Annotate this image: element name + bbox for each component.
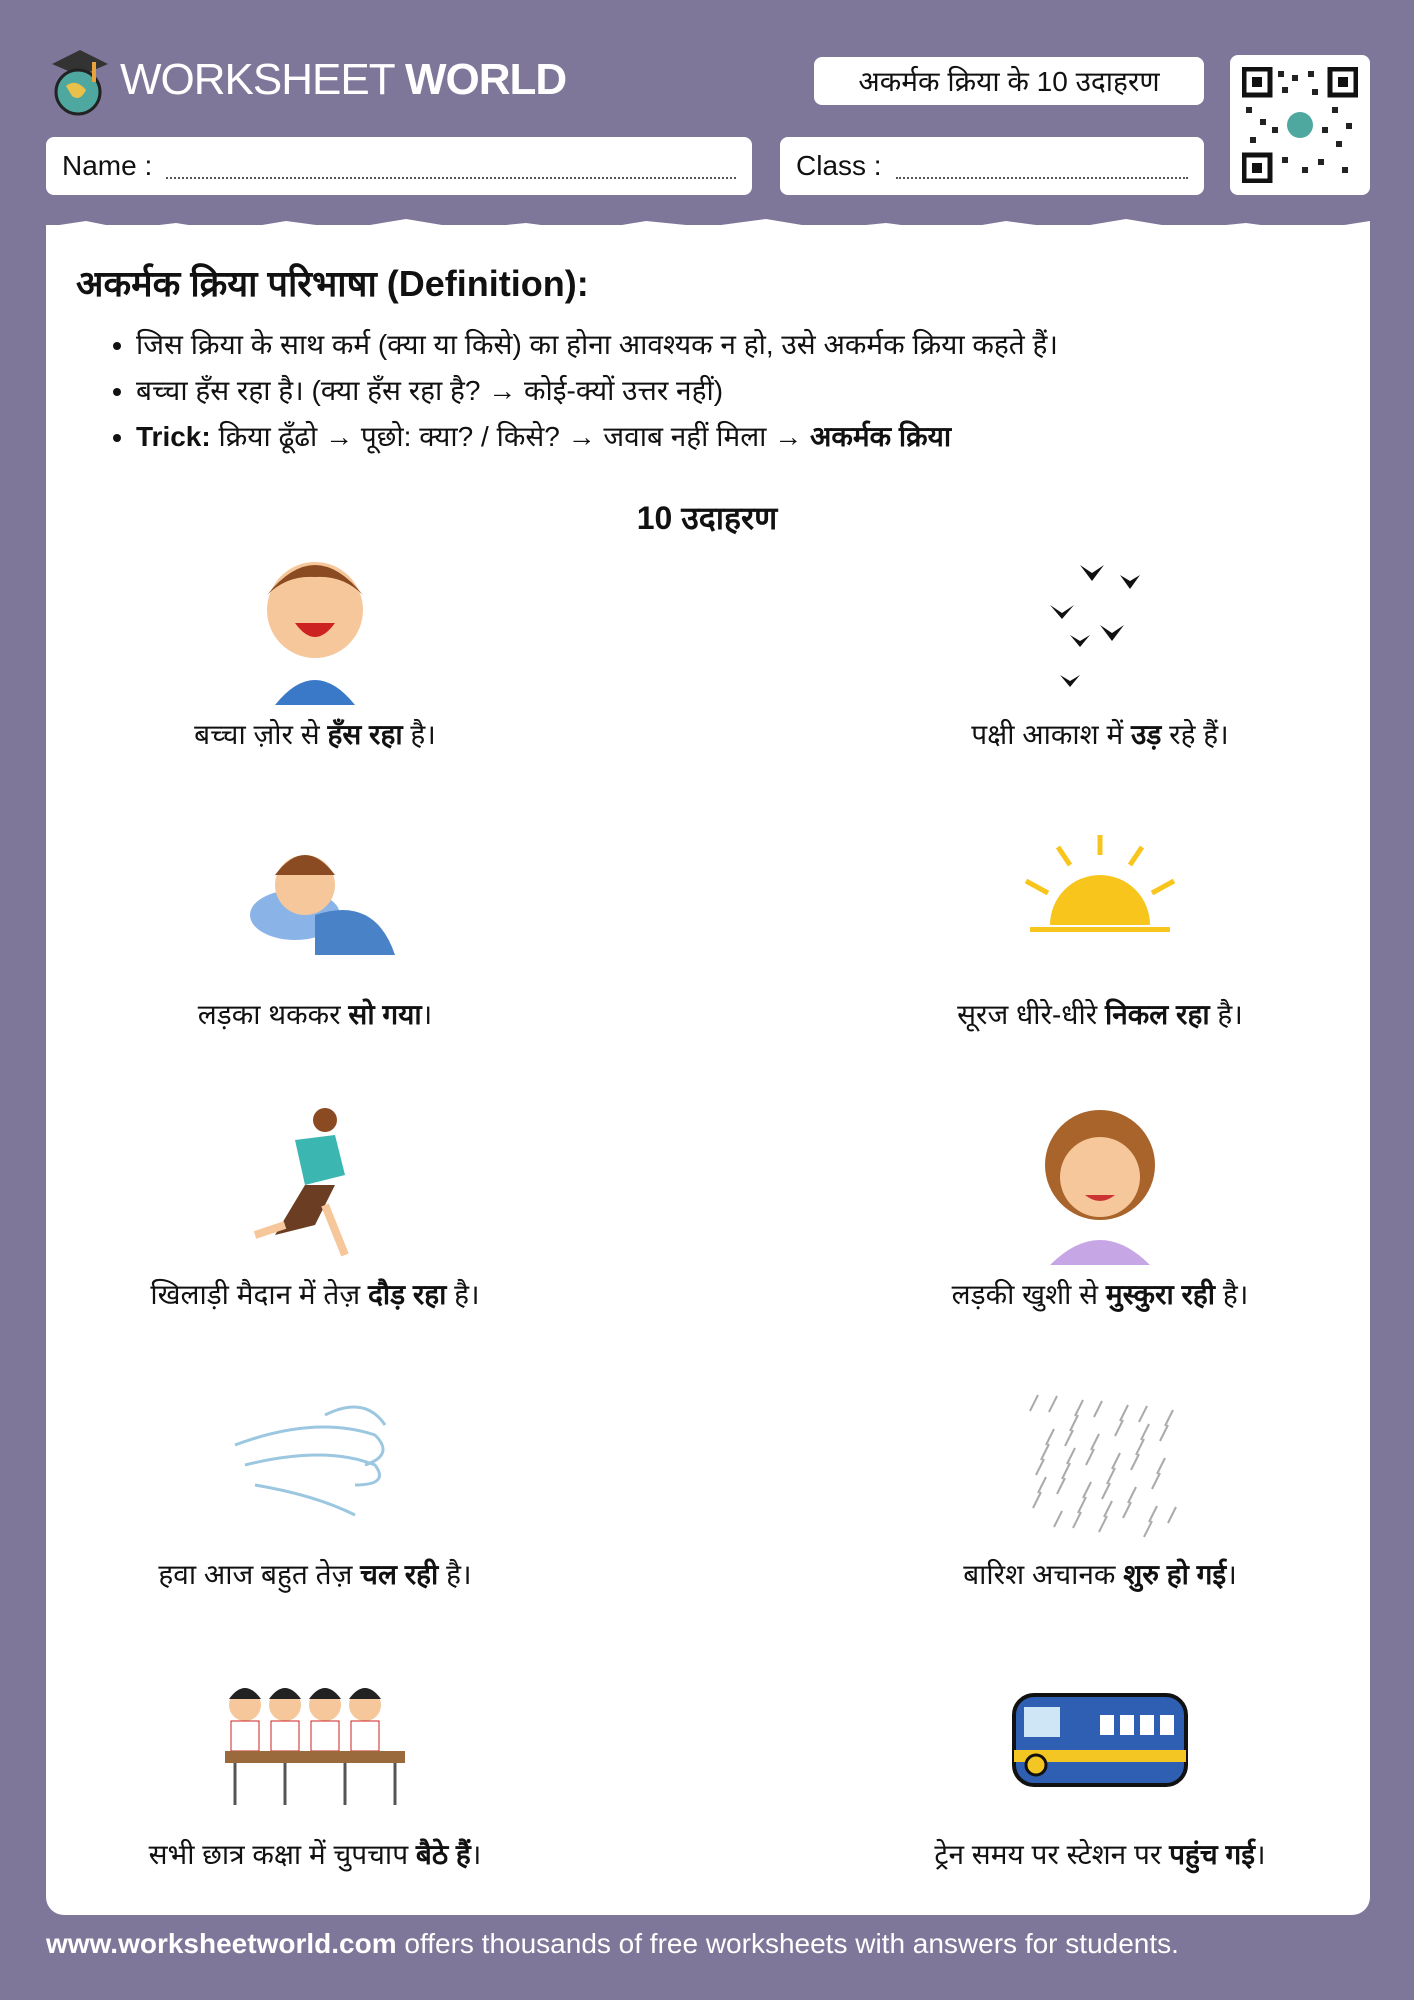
qr-code-icon xyxy=(1242,67,1358,183)
example-item xyxy=(15,1095,615,1313)
brand-name: WORKSHEET WORLD xyxy=(120,55,567,104)
class-label: Class : xyxy=(796,150,882,181)
definition-heading: अकर्मक क्रिया परिभाषा (Definition): xyxy=(76,263,589,304)
example-item xyxy=(800,815,1400,1033)
class-field[interactable] xyxy=(780,137,1204,195)
example-sentence: सूरज धीरे-धीरे निकल रहा है। xyxy=(957,999,1243,1030)
example-item xyxy=(800,535,1400,753)
example-item xyxy=(15,1655,615,1873)
laughing-boy-icon xyxy=(225,535,405,705)
example-item xyxy=(15,535,615,753)
smiling-girl-icon xyxy=(1010,1095,1190,1265)
example-item xyxy=(15,1375,615,1593)
example-item xyxy=(800,1375,1400,1593)
example-bullet: • बच्चा हँस रहा है। (क्या हँस रहा है? → कोई-क्यों उत्तर नहीं) xyxy=(136,368,1058,414)
example-item xyxy=(15,815,615,1033)
flying-birds-icon xyxy=(1010,535,1190,705)
example-item xyxy=(800,1095,1400,1313)
definition-bullet: • जिस क्रिया के साथ कर्म (क्या या किसे) का होना आवश्यक न हो, उसे अकर्मक क्रिया कहते हैं। xyxy=(136,322,1058,368)
worksheet-title: अकर्मक क्रिया के 10 उदाहरण xyxy=(814,57,1204,105)
rain-icon xyxy=(1010,1375,1190,1545)
rising-sun-icon xyxy=(1010,815,1190,985)
train-icon xyxy=(1010,1655,1190,1825)
example-sentence: बच्चा ज़ोर से हँस रहा है। xyxy=(194,719,436,750)
example-sentence: खिलाड़ी मैदान में तेज़ दौड़ रहा है। xyxy=(150,1279,480,1310)
example-sentence: ट्रेन समय पर स्टेशन पर पहुंच गई। xyxy=(934,1839,1266,1870)
brand-logo xyxy=(46,42,566,118)
sleeping-boy-icon xyxy=(225,815,405,985)
example-sentence: पक्षी आकाश में उड़ रहे हैं। xyxy=(971,719,1229,750)
students-at-desks-icon xyxy=(225,1655,405,1825)
class-input-line[interactable] xyxy=(896,153,1188,179)
name-field[interactable] xyxy=(46,137,752,195)
example-sentence: हवा आज बहुत तेज़ चल रही है। xyxy=(158,1559,472,1590)
footer-text: www.worksheetworld.com offers thousands of free worksheets with answers for students. xyxy=(46,1928,1179,1959)
example-sentence: सभी छात्र कक्षा में चुपचाप बैठे हैं। xyxy=(148,1839,482,1870)
example-sentence: लड़का थककर सो गया। xyxy=(197,999,433,1030)
examples-title: 10 उदाहरण xyxy=(636,500,778,536)
globe-graduate-icon xyxy=(46,42,112,118)
trick-bullet: • Trick: क्रिया ढूँढो → पूछो: क्या? / किसे? → जवाब नहीं मिला → अकर्मक क्रिया xyxy=(136,414,1058,460)
definition-list xyxy=(106,322,1058,460)
blowing-wind-icon xyxy=(225,1375,405,1545)
example-sentence: लड़की खुशी से मुस्कुरा रही है। xyxy=(951,1279,1249,1310)
example-item xyxy=(800,1655,1400,1873)
name-label: Name : xyxy=(62,150,153,181)
name-input-line[interactable] xyxy=(166,153,736,179)
qr-code xyxy=(1230,55,1370,195)
running-player-icon xyxy=(225,1095,405,1265)
example-sentence: बारिश अचानक शुरु हो गई। xyxy=(963,1559,1237,1590)
